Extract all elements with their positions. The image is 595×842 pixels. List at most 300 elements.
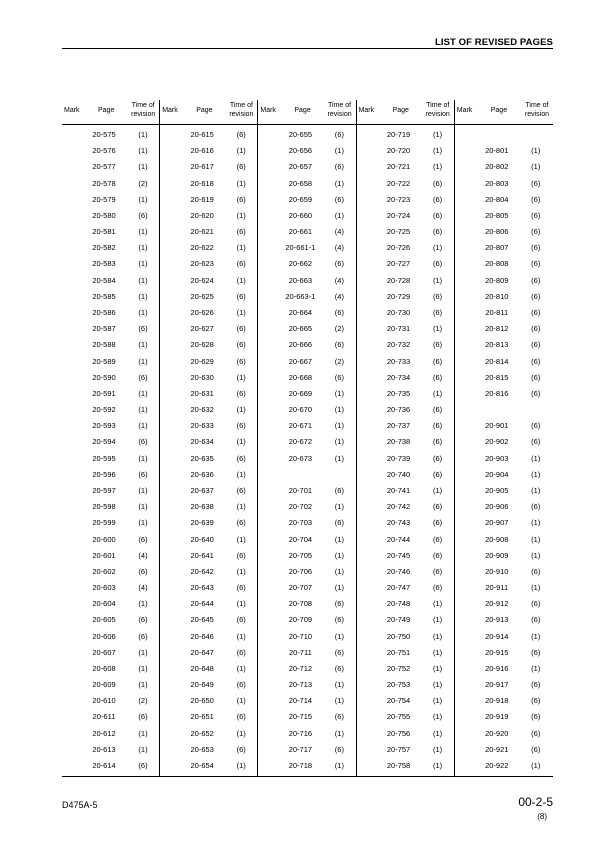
cell-page: 20-916 [485,663,509,673]
table-row [455,629,553,645]
cell-page: 20-918 [485,696,509,706]
table-row [357,321,454,337]
cell-revision: (4) [334,243,344,253]
cell-page: 20-588 [92,340,116,350]
table-row [455,127,553,143]
cell-revision: (6) [236,162,246,172]
cell-page: 20-744 [386,534,411,544]
cell-page: 20-584 [92,275,116,285]
cell-revision: (1) [138,421,148,431]
table-row [160,451,257,467]
cell-revision: (1) [334,583,344,593]
cell-revision: (1) [531,663,541,673]
table-row [455,337,553,353]
table-row [160,548,257,564]
header-time-line1: Time of [328,102,352,109]
cell-page: 20-618 [190,178,214,188]
table-row [160,208,257,224]
cell-page: 20-663-1 [285,291,316,301]
table-row [62,629,159,645]
table-row [455,192,553,208]
cell-page: 20-921 [485,744,509,754]
cell-revision: (6) [236,744,246,754]
cell-revision: (6) [334,372,344,382]
cell-page: 20-808 [485,259,509,269]
table-row [62,661,159,677]
table-row [62,370,159,386]
table-row [160,386,257,402]
cell-page: 20-646 [190,631,214,641]
cell-revision: (6) [531,647,541,657]
cell-revision: (1) [236,534,246,544]
cell-page: 20-915 [485,647,509,657]
cell-page: 20-732 [386,340,411,350]
table-row [62,580,159,596]
cell-revision: (6) [334,130,344,139]
cell-page: 20-741 [386,485,411,495]
cell-page: 20-814 [485,356,509,366]
header-time-line2: revision [425,110,450,118]
table-row [258,402,355,418]
cell-page: 20-610 [92,696,116,706]
header-time-line2: revision [229,110,254,118]
table-row [357,661,454,677]
table-row [62,256,159,272]
cell-page: 20-650 [190,696,214,706]
cell-revision: (6) [432,469,443,479]
cell-revision: (1) [334,210,344,220]
table-row [357,289,454,305]
cell-revision: (6) [334,162,344,172]
cell-page: 20-816 [485,388,509,398]
table-row [62,677,159,693]
cell-page: 20-715 [288,712,313,722]
cell-page: 20-804 [485,194,509,204]
header-page: Page [98,107,115,114]
cell-revision: (6) [432,405,443,415]
cell-page: 20-576 [92,146,116,156]
table-row [455,208,553,224]
cell-revision: (6) [432,518,443,528]
table-row [62,289,159,305]
cell-page: 20-752 [386,663,411,673]
table-row [357,596,454,612]
cell-page: 20-904 [485,469,509,479]
table-row [455,758,553,774]
cell-page: 20-671 [288,421,313,431]
cell-revision: (1) [334,631,344,641]
cell-revision: (1) [138,680,148,690]
cell-page: 20-745 [386,550,411,560]
table-row [455,483,553,499]
cell-page: 20-578 [92,178,116,188]
cell-revision: (1) [432,275,443,285]
column-header [258,100,355,125]
cell-page: 20-743 [386,518,411,528]
table-row [357,418,454,434]
cell-revision: (6) [531,599,541,609]
cell-revision: (1) [138,162,148,172]
column-group-5 [455,100,553,776]
table-row [160,758,257,774]
table-row [455,580,553,596]
cell-page: 20-656 [288,146,313,156]
cell-revision: (6) [432,291,443,301]
header-time-line1: Time of [131,102,155,109]
cell-revision: (6) [531,291,541,301]
table-row [258,564,355,580]
cell-page: 20-710 [288,631,313,641]
cell-revision: (6) [236,291,246,301]
table-row [62,499,159,515]
table-row [62,337,159,353]
cell-revision: (1) [432,162,443,172]
cell-page: 20-718 [288,761,313,771]
cell-revision: (1) [236,307,246,317]
cell-revision: (1) [432,130,443,139]
table-row [160,434,257,450]
table-row [160,192,257,208]
cell-page: 20-922 [485,761,509,771]
cell-revision: (1) [531,631,541,641]
header-time-line1: Time of [525,102,549,109]
header-time-of-revision [226,102,256,119]
table-row [455,742,553,758]
cell-page: 20-633 [190,421,214,431]
cell-revision: (6) [531,502,541,512]
cell-revision: (1) [432,663,443,673]
cell-page: 20-739 [386,453,411,463]
cell-page: 20-721 [386,162,411,172]
table-row [62,467,159,483]
cell-revision: (1) [531,485,541,495]
cell-page: 20-585 [92,291,116,301]
cell-page: 20-712 [288,663,313,673]
cell-page: 20-652 [190,728,214,738]
cell-page: 20-673 [288,453,313,463]
cell-page: 20-704 [288,534,313,544]
cell-revision: (6) [236,356,246,366]
cell-page: 20-622 [190,243,214,253]
table-row [160,159,257,175]
header-time-line2: revision [131,110,156,118]
header-page: Page [490,107,508,114]
cell-revision: (6) [531,388,541,398]
cell-revision: (1) [334,566,344,576]
cell-revision: (1) [531,453,541,463]
cell-revision: (4) [334,291,344,301]
cell-page: 20-640 [190,534,214,544]
cell-page: 20-748 [386,599,411,609]
table-row [258,693,355,709]
cell-revision: (1) [138,485,148,495]
cell-page: 20-805 [485,210,509,220]
table-row [455,693,553,709]
cell-page: 20-905 [485,485,509,495]
cell-page: 20-906 [485,502,509,512]
cell-revision: (1) [236,599,246,609]
table-row [62,321,159,337]
cell-revision: (1) [334,761,344,771]
cell-page: 20-641 [190,550,214,560]
cell-revision: (1) [138,356,148,366]
table-row [258,240,355,256]
cell-revision: (1) [236,728,246,738]
cell-revision: (1) [432,146,443,156]
cell-page: 20-907 [485,518,509,528]
cell-revision: (6) [236,712,246,722]
cell-revision: (1) [236,437,246,447]
cell-revision: (1) [138,599,148,609]
table-row [258,580,355,596]
cell-page: 20-589 [92,356,116,366]
table-row [160,337,257,353]
table-row [160,240,257,256]
cell-page: 20-729 [386,291,411,301]
table-row [258,499,355,515]
cell-revision: (1) [432,696,443,706]
table-row [160,256,257,272]
column-group-4 [357,100,455,776]
table-row [357,758,454,774]
cell-revision: (1) [236,469,246,479]
cell-revision: (1) [432,243,443,253]
cell-revision: (1) [334,178,344,188]
cell-page: 20-651 [190,712,214,722]
table-row [62,726,159,742]
cell-page: 20-730 [386,307,411,317]
cell-revision: (6) [138,534,148,544]
table-row [62,192,159,208]
cell-page: 20-709 [288,615,313,625]
cell-page: 20-601 [92,550,116,560]
header-mark: Mark [64,107,80,114]
table-row [455,645,553,661]
cell-page: 20-703 [288,518,313,528]
cell-revision: (1) [236,178,246,188]
header-time-of-revision [522,102,552,119]
header-mark: Mark [260,107,276,114]
cell-revision: (6) [531,340,541,350]
cell-page: 20-658 [288,178,313,188]
table-row [160,127,257,143]
cell-revision: (1) [334,550,344,560]
cell-revision: (1) [236,663,246,673]
table-row [357,467,454,483]
cell-revision: (1) [334,146,344,156]
table-row [357,580,454,596]
table-row [258,612,355,628]
table-row [62,418,159,434]
cell-page: 20-631 [190,388,214,398]
cell-page: 20-719 [386,130,411,139]
cell-page: 20-756 [386,728,411,738]
cell-page: 20-702 [288,502,313,512]
table-row [258,758,355,774]
cell-revision: (1) [236,372,246,382]
table-row [160,726,257,742]
table-row [62,564,159,580]
cell-page: 20-623 [190,259,214,269]
cell-page: 20-624 [190,275,214,285]
cell-page: 20-753 [386,680,411,690]
table-row [357,742,454,758]
cell-page: 20-815 [485,372,509,382]
cell-revision: (1) [236,243,246,253]
table-row [160,483,257,499]
cell-revision: (6) [138,437,148,447]
cell-revision: (6) [236,130,246,139]
cell-revision: (1) [138,243,148,253]
column-group-2 [160,100,258,776]
cell-revision: (6) [531,728,541,738]
cell-page: 20-630 [190,372,214,382]
cell-revision: (1) [138,647,148,657]
cell-revision: (6) [138,372,148,382]
cell-revision: (1) [334,421,344,431]
table-row [258,192,355,208]
table-row [160,499,257,515]
cell-page: 20-632 [190,405,214,415]
cell-revision: (6) [432,372,443,382]
cell-page: 20-749 [386,615,411,625]
table-row [62,548,159,564]
table-row [258,370,355,386]
cell-page: 20-724 [386,210,411,220]
table-row [160,515,257,531]
table-row [160,645,257,661]
cell-revision: (1) [236,566,246,576]
table-row [455,386,553,402]
cell-page: 20-583 [92,259,116,269]
table-row [357,645,454,661]
cell-page: 20-587 [92,324,116,334]
table-row [357,564,454,580]
column-group-1 [62,100,160,776]
cell-revision: (6) [236,324,246,334]
table-row [455,548,553,564]
table-row [455,224,553,240]
cell-page: 20-908 [485,534,509,544]
cell-revision: (1) [138,518,148,528]
cell-page: 20-707 [288,583,313,593]
table-row [258,596,355,612]
cell-revision: (6) [531,324,541,334]
cell-page: 20-634 [190,437,214,447]
cell-revision: (1) [236,210,246,220]
table-row [258,645,355,661]
table-row [258,629,355,645]
cell-revision: (1) [138,453,148,463]
cell-page: 20-713 [288,680,313,690]
header-time-line2: revision [524,110,549,118]
cell-page: 20-758 [386,761,411,771]
cell-revision: (6) [432,259,443,269]
table-row [258,548,355,564]
cell-page: 20-665 [288,324,313,334]
table-row [62,742,159,758]
cell-page: 20-659 [288,194,313,204]
cell-revision: (1) [432,647,443,657]
cell-revision: (1) [432,744,443,754]
header-time-of-revision [128,102,158,119]
cell-revision: (6) [334,340,344,350]
header-rule [62,48,553,49]
cell-revision: (6) [432,356,443,366]
cell-revision: (6) [531,210,541,220]
cell-revision: (6) [236,194,246,204]
cell-page: 20-639 [190,518,214,528]
cell-page: 20-661-1 [285,243,316,253]
cell-revision: (6) [531,712,541,722]
cell-revision: (1) [138,663,148,673]
cell-page: 20-660 [288,210,313,220]
table-row [455,677,553,693]
cell-revision: (6) [531,744,541,754]
table-row [357,434,454,450]
table-row [357,515,454,531]
cell-page: 20-754 [386,696,411,706]
cell-revision: (1) [138,340,148,350]
cell-revision: (6) [531,372,541,382]
table-row [160,742,257,758]
cell-page: 20-733 [386,356,411,366]
cell-revision: (1) [432,615,443,625]
cell-revision: (6) [531,696,541,706]
cell-page: 20-669 [288,388,313,398]
cell-page: 20-647 [190,647,214,657]
cell-revision: (6) [334,194,344,204]
cell-revision: (6) [334,307,344,317]
table-row [455,612,553,628]
cell-revision: (6) [531,421,541,431]
table-row [357,532,454,548]
cell-revision: (1) [432,324,443,334]
cell-page: 20-616 [190,146,214,156]
cell-revision: (1) [432,631,443,641]
cell-page: 20-917 [485,680,509,690]
cell-page: 20-595 [92,453,116,463]
cell-page: 20-613 [92,744,116,754]
cell-revision: (6) [432,340,443,350]
table-row [357,386,454,402]
table-row [258,451,355,467]
table-row [357,612,454,628]
cell-page: 20-657 [288,162,313,172]
column-header [160,100,257,125]
header-time-of-revision [325,102,355,119]
table-row [62,159,159,175]
cell-page: 20-654 [190,761,214,771]
table-row [258,661,355,677]
table-row [455,289,553,305]
cell-page: 20-575 [92,130,116,139]
cell-page: 20-621 [190,227,214,237]
cell-page: 20-811 [485,307,509,317]
cell-page: 20-670 [288,405,313,415]
cell-revision: (2) [334,324,344,334]
table-row [455,499,553,515]
cell-page: 20-806 [485,227,509,237]
table-row [160,224,257,240]
table-row [160,596,257,612]
cell-revision: (6) [334,599,344,609]
cell-page: 20-807 [485,243,509,253]
cell-page: 20-642 [190,566,214,576]
cell-page: 20-740 [386,469,411,479]
cell-page: 20-579 [92,194,116,204]
cell-revision: (6) [432,178,443,188]
